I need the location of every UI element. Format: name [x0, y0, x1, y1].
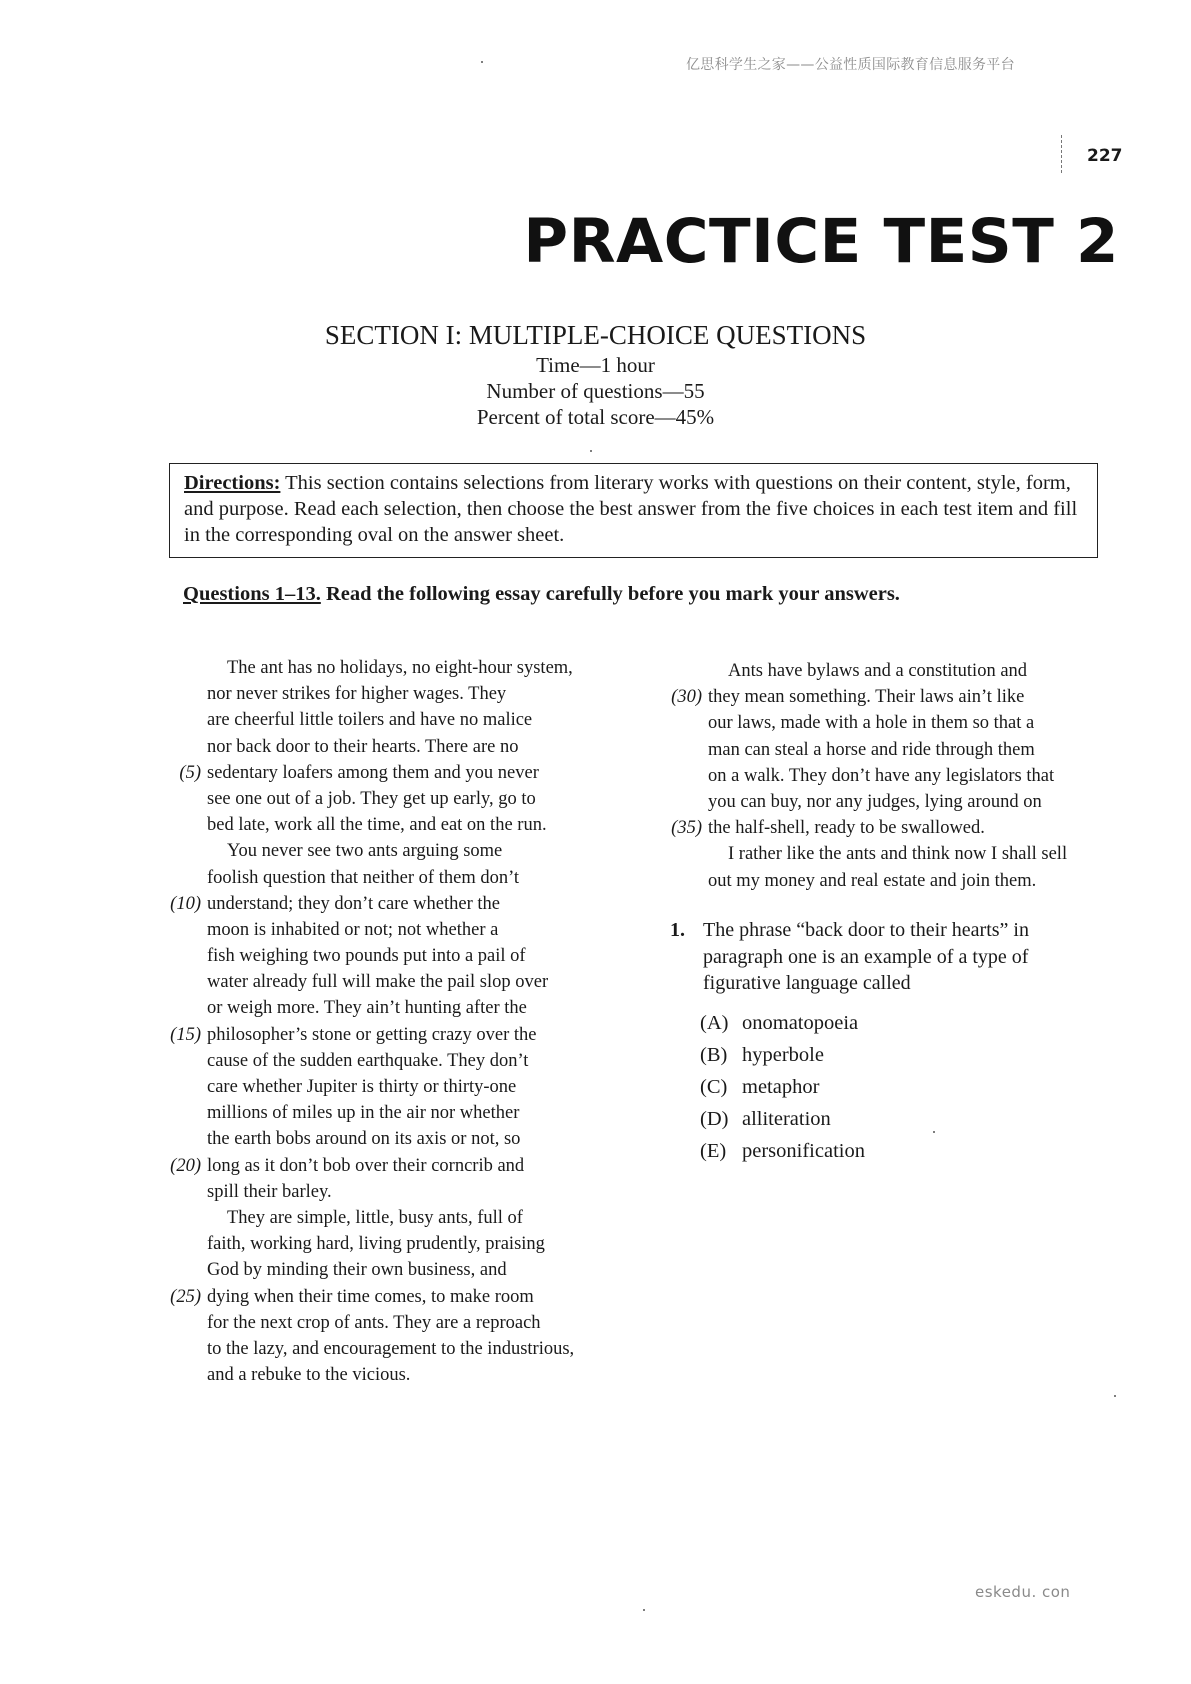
watermark-header: 亿思科学生之家——公益性质国际教育信息服务平台	[686, 57, 1015, 73]
passage-line-text: water already full will make the pail slop over	[207, 972, 549, 993]
passage-line	[671, 684, 1067, 710]
choice-letter: (B)	[700, 1044, 728, 1066]
question-1	[670, 917, 1090, 997]
passage-line	[207, 1048, 574, 1074]
passage-line-text: cause of the sudden earthquake. They don’t	[207, 1050, 529, 1071]
watermark-footer: eskedu. con	[975, 1583, 1071, 1601]
passage-line-text: spill their barley.	[207, 1181, 332, 1202]
passage-line-text: moon is inhabited or not; not whether a	[207, 919, 499, 940]
passage-line	[170, 1284, 574, 1310]
passage-line	[708, 868, 1067, 894]
passage-line-text: Ants have bylaws and a constitution and	[728, 661, 1028, 681]
passage-line-text: care whether Jupiter is thirty or thirty-one	[207, 1077, 517, 1097]
passage-line-text: for the next crop of ants. They are a reproach	[207, 1312, 541, 1333]
passage-line	[207, 1100, 574, 1126]
scan-speck	[481, 61, 483, 63]
passage-line-text: You never see two ants arguing some	[227, 841, 503, 862]
passage-line	[207, 1126, 574, 1152]
passage-line	[708, 841, 1067, 867]
line-number: (5)	[179, 762, 201, 783]
passage-line-text: faith, working hard, living prudently, praising	[207, 1234, 545, 1255]
passage-line	[207, 917, 574, 943]
passage-line-text: fish weighing two pounds put into a pail of	[207, 946, 526, 967]
passage-line-text: foolish question that neither of them don’t	[207, 867, 520, 888]
question-stem: The phrase “back door to their hearts” in paragraph one is an example of a type of figurative language called	[703, 919, 1029, 994]
passage-line	[671, 815, 1067, 841]
passage-line-text: nor never strikes for higher wages. They	[207, 684, 507, 705]
question-number: 1.	[670, 919, 685, 941]
choice-b	[700, 1039, 865, 1071]
choice-e	[700, 1135, 865, 1167]
scan-speck	[1114, 1395, 1116, 1397]
passage-right-column	[671, 658, 1068, 894]
passage-line-text: bed late, work all the time, and eat on the run.	[207, 815, 547, 836]
passage-line-text: are cheerful little toilers and have no malice	[207, 710, 533, 731]
passage-line-text: long as it don’t bob over their corncrib and	[207, 1155, 525, 1176]
passage-line	[708, 658, 1067, 684]
passage-line-text: to the lazy, and encouragement to the industrious,	[207, 1338, 575, 1359]
scan-speck	[590, 450, 592, 452]
passage-line	[207, 865, 574, 891]
passage-line	[708, 789, 1067, 815]
scan-speck	[933, 1131, 935, 1133]
choice-text: onomatopoeia	[742, 1012, 859, 1034]
passage-line	[207, 943, 574, 969]
section-header	[0, 318, 1191, 430]
page-number: 227	[1087, 146, 1123, 166]
scan-speck	[643, 1609, 645, 1611]
passage-line	[170, 1022, 574, 1048]
passage-line-text: dying when their time comes, to make room	[207, 1286, 534, 1307]
choice-text: metaphor	[742, 1076, 820, 1098]
passage-line-text: philosopher’s stone or getting crazy over the	[207, 1024, 537, 1045]
passage-line	[170, 891, 574, 917]
passage-line-text: they mean something. Their laws ain’t like	[708, 687, 1025, 708]
passage-line-text: the half-shell, ready to be swallowed.	[708, 818, 985, 839]
choice-letter: (D)	[700, 1108, 729, 1130]
choice-d	[700, 1103, 865, 1135]
passage-line	[207, 1362, 574, 1388]
line-number: (15)	[170, 1024, 201, 1045]
directions-text: This section contains selections from literary works with questions on their content, style, form, and purpose. Read each selection, then choose the best answer from the five choices in each test item and fill in the corresponding oval on the answer sheet.	[184, 472, 1078, 546]
questions-range: Questions 1–13.	[183, 583, 321, 605]
passage-line-text: our laws, made with a hole in them so that a	[708, 713, 1035, 734]
line-number: (25)	[170, 1286, 201, 1307]
passage-line-text: God by minding their own business, and	[207, 1260, 507, 1281]
answer-choices	[700, 1007, 865, 1167]
passage-line-text: man can steal a horse and ride through them	[708, 739, 1035, 760]
passage-line-text: The ant has no holidays, no eight-hour system,	[227, 658, 573, 678]
passage-line	[708, 763, 1067, 789]
passage-line	[708, 737, 1067, 763]
directions-box	[169, 463, 1098, 558]
passage-line	[207, 838, 574, 864]
passage-line	[207, 655, 574, 681]
passage-line	[207, 707, 574, 733]
passage-line	[207, 1231, 574, 1257]
passage-line	[207, 995, 574, 1021]
passage-line-text: you can buy, nor any judges, lying around on	[708, 791, 1042, 812]
choice-text: personification	[742, 1140, 865, 1162]
passage-line	[207, 1336, 574, 1362]
passage-line	[207, 1310, 574, 1336]
passage-line-text: or weigh more. They ain’t hunting after the	[207, 998, 527, 1019]
passage-line	[207, 786, 574, 812]
section-title: SECTION I: MULTIPLE-CHOICE QUESTIONS	[324, 320, 867, 350]
questions-instruction: Read the following essay carefully before you mark your answers.	[320, 583, 900, 605]
passage-line-text: the earth bobs around on its axis or not, so	[207, 1129, 521, 1150]
passage-line	[207, 1074, 574, 1100]
passage-line-text: on a walk. They don’t have any legislators that	[708, 765, 1055, 786]
passage-line-text: see one out of a job. They get up early, go to	[207, 788, 536, 809]
passage-line-text: sedentary loafers among them and you never	[207, 762, 539, 783]
passage-line-text: and a rebuke to the vicious.	[207, 1365, 411, 1386]
passage-line	[170, 1153, 574, 1179]
line-number: (30)	[671, 687, 702, 708]
line-number: (35)	[671, 818, 702, 839]
choice-text: alliteration	[742, 1108, 831, 1130]
passage-line-text: millions of miles up in the air nor whether	[207, 1103, 520, 1124]
passage-left-column	[170, 655, 575, 1388]
passage-line-text: understand; they don’t care whether the	[207, 893, 500, 914]
page-title: PRACTICE TEST 2	[523, 206, 1119, 277]
section-score-percent: Percent of total score—45%	[476, 405, 715, 429]
choice-letter: (A)	[700, 1012, 729, 1034]
section-question-count: Number of questions—55	[486, 379, 705, 403]
passage-line	[708, 710, 1067, 736]
passage-line-text: They are simple, little, busy ants, full of	[227, 1207, 523, 1228]
line-number: (10)	[170, 893, 201, 914]
questions-heading	[183, 583, 900, 606]
passage-line	[207, 969, 574, 995]
line-number: (20)	[170, 1155, 201, 1176]
choice-text: hyperbole	[742, 1044, 824, 1066]
choice-letter: (C)	[700, 1076, 728, 1098]
passage-line	[207, 681, 574, 707]
directions-label: Directions:	[184, 472, 281, 494]
passage-line-text: out my money and real estate and join them.	[708, 870, 1037, 891]
choice-a	[700, 1007, 865, 1039]
passage-line	[207, 812, 574, 838]
page-number-divider	[1061, 135, 1062, 173]
passage-line	[179, 760, 574, 786]
choice-c	[700, 1071, 865, 1103]
section-time: Time—1 hour	[536, 353, 655, 377]
passage-line	[207, 1179, 574, 1205]
passage-line	[207, 1205, 574, 1231]
passage-line	[207, 734, 574, 760]
choice-letter: (E)	[700, 1140, 727, 1162]
passage-line-text: nor back door to their hearts. There are no	[207, 736, 519, 757]
passage-line-text: I rather like the ants and think now I shall sell	[728, 844, 1068, 865]
passage-line	[207, 1257, 574, 1283]
